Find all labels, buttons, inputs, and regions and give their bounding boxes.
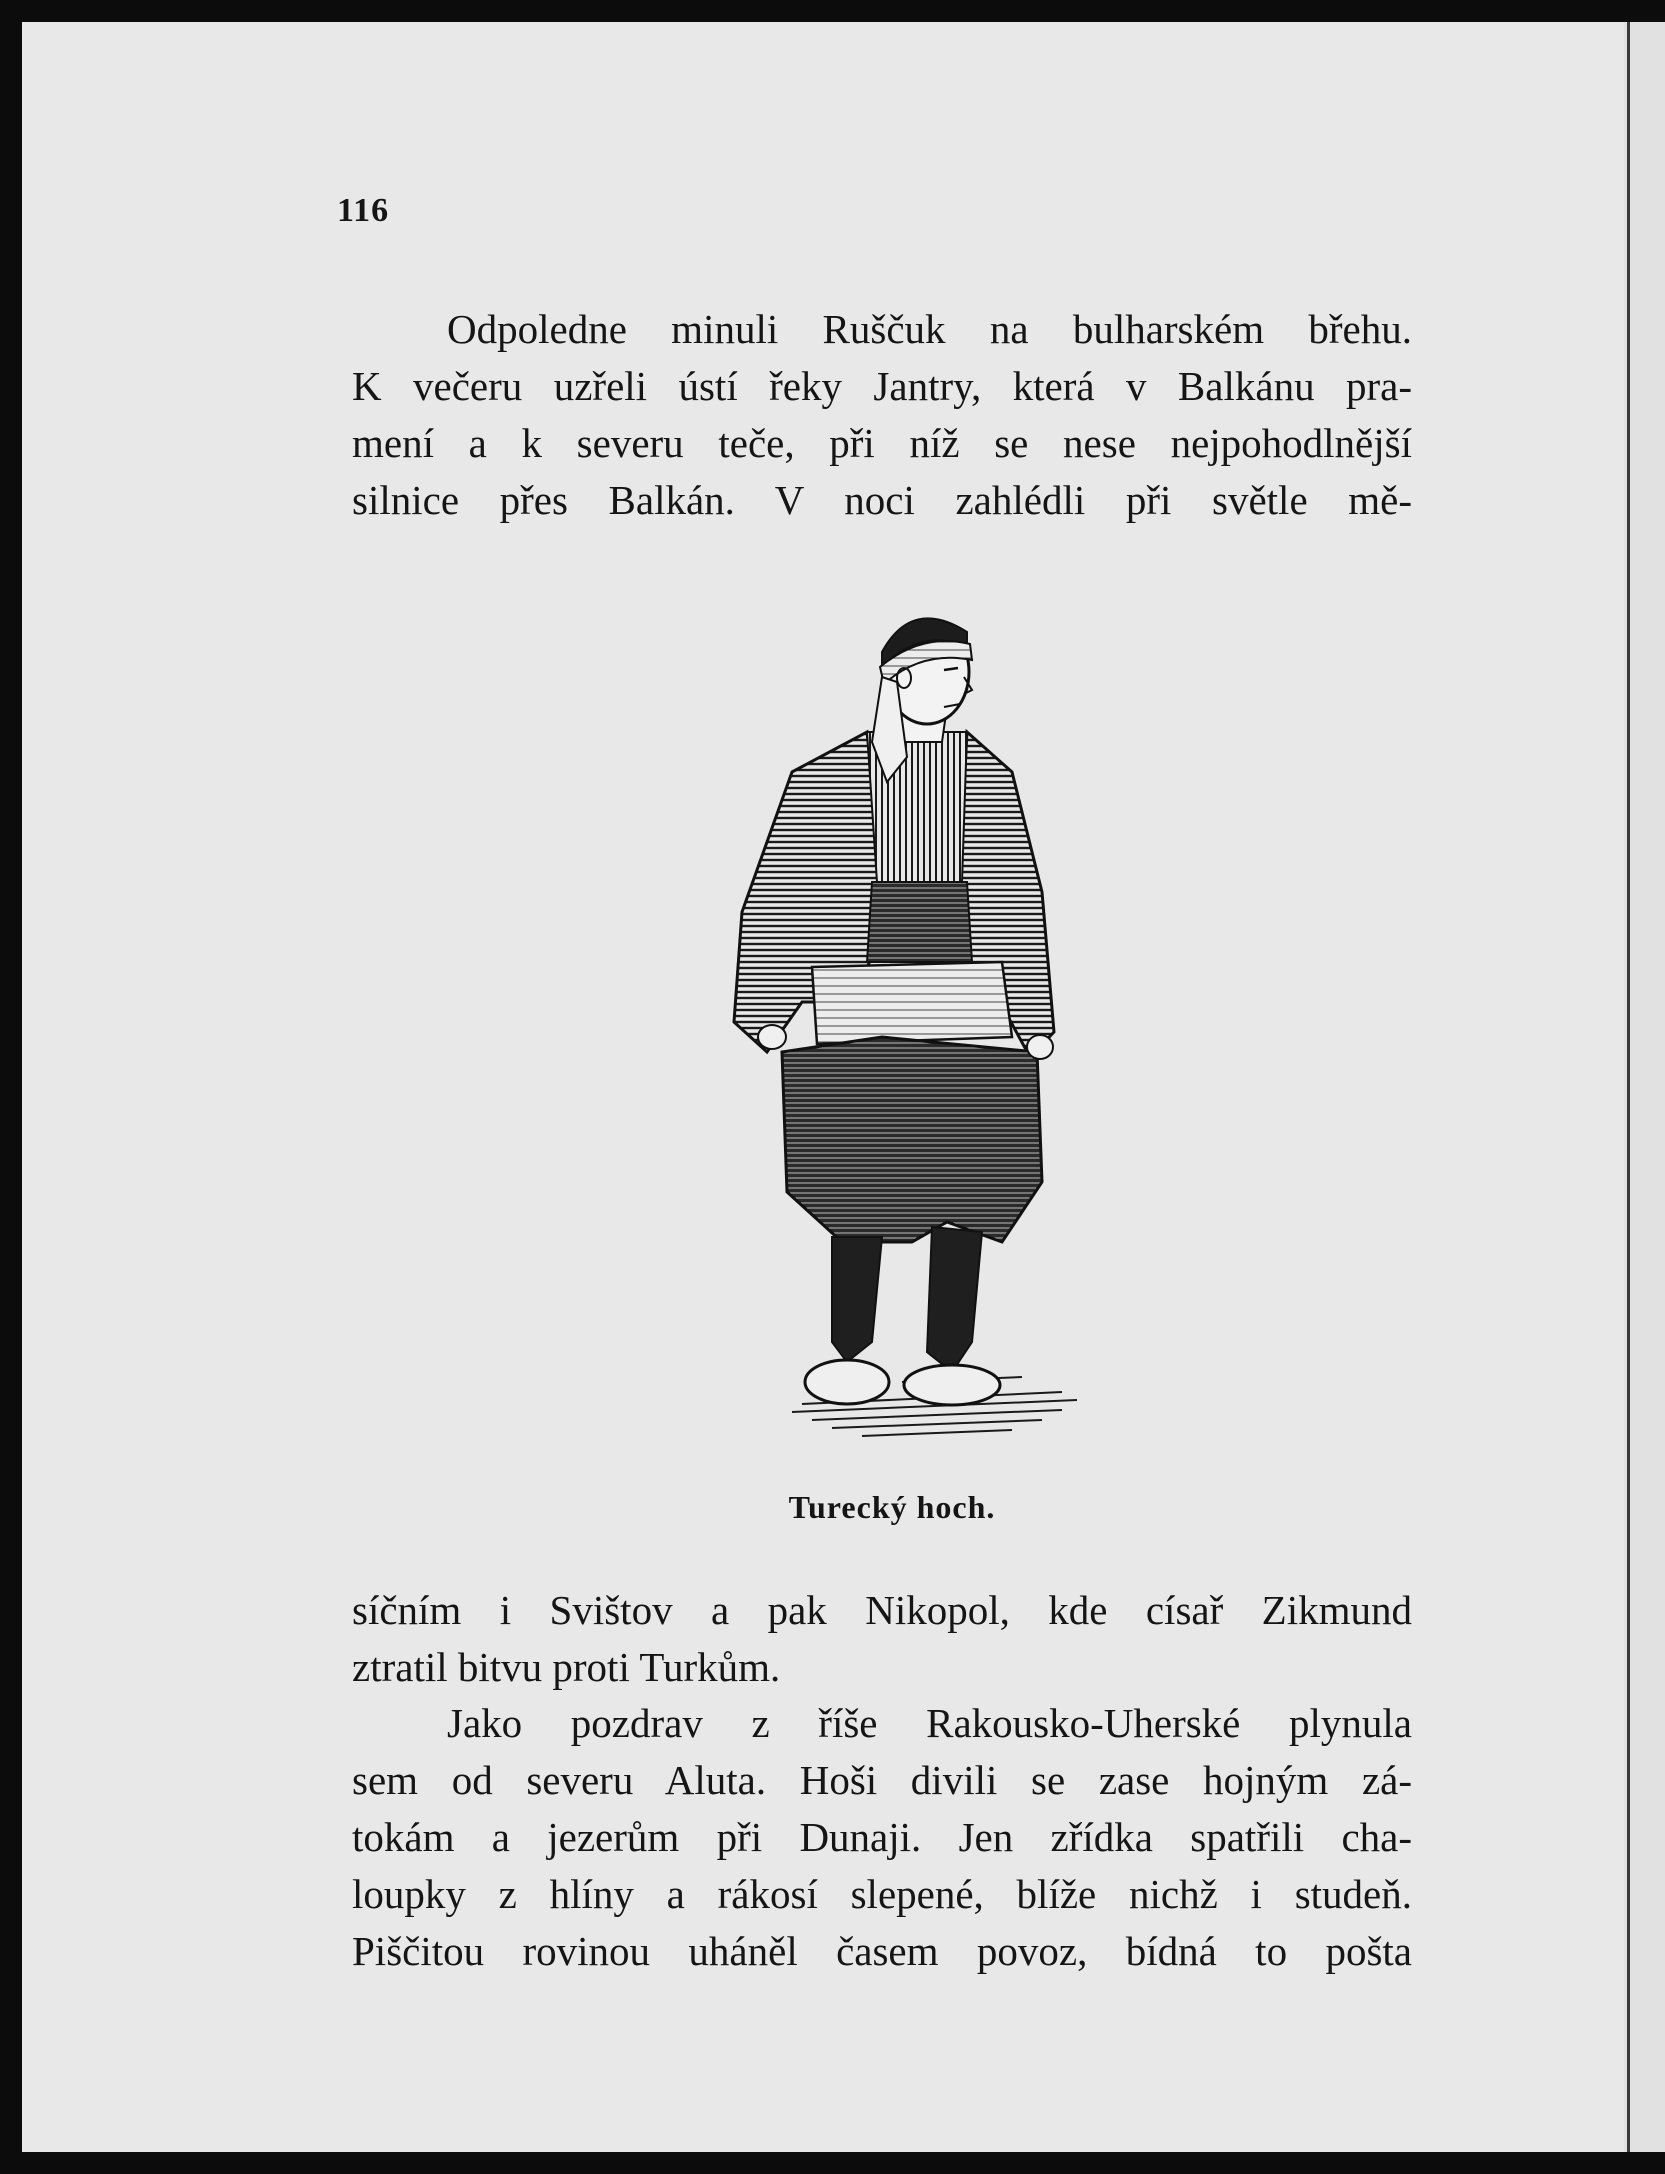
book-page	[22, 22, 1624, 2152]
turkish-boy-engraving	[682, 582, 1102, 1482]
next-page-edge	[1624, 22, 1665, 2152]
text-line: síčním i Svištov a pak Nikopol, kde císař Zikmund	[352, 1587, 1412, 1633]
text-line: Odpoledne minuli Ruščuk na bulharském břehu.	[447, 306, 1412, 352]
text-line: Jako pozdrav z říše Rakousko-Uherské plynula	[447, 1700, 1412, 1746]
paragraph-2	[352, 1582, 1412, 1696]
paragraph-3	[352, 1695, 1412, 1980]
text-line: K večeru uzřeli ústí řeky Jantry, která v Balkánu pra-	[352, 363, 1412, 409]
text-line: sem od severu Aluta. Hoši divili se zase hojným zá-	[352, 1757, 1412, 1803]
text-line: tokám a jezerům při Dunaji. Jen zřídka spatřili cha-	[352, 1814, 1412, 1860]
text-line: ztratil bitvu proti Turkům.	[352, 1644, 781, 1690]
page-number: 116	[337, 192, 390, 229]
figure-caption: Turecký hoch.	[788, 1489, 996, 1525]
text-line: mení a k severu teče, při níž se nese nejpohodlnější	[352, 420, 1412, 466]
text-line: silnice přes Balkán. V noci zahlédli při světle mě-	[352, 477, 1412, 523]
text-line: Piščitou rovinou uháněl časem povoz, bídná to pošta	[352, 1928, 1412, 1974]
page-edge-rule	[1627, 22, 1630, 2152]
paragraph-1	[352, 301, 1412, 529]
text-line: loupky z hlíny a rákosí slepené, blíže nichž i studeň.	[352, 1871, 1412, 1917]
